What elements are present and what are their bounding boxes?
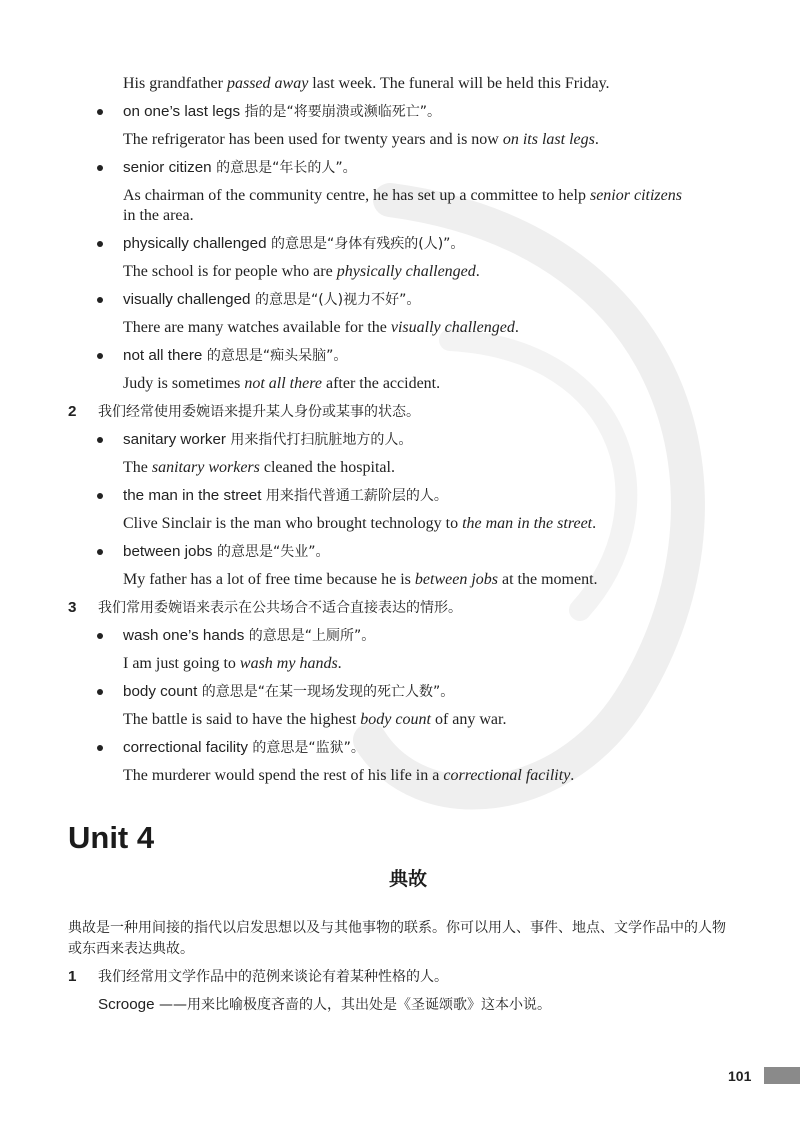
text-segment: There are many watches available for the (123, 319, 391, 336)
text-segment: in the area. (123, 207, 194, 224)
text-segment: physically challenged (123, 235, 267, 252)
bullet-dot-icon (97, 493, 103, 499)
example-sentence (123, 514, 748, 534)
numbered-item-3 (68, 598, 748, 618)
bullet-item (123, 430, 748, 450)
text-segment: 指的是“将要崩溃或濒临死亡”。 (240, 104, 442, 120)
bullet-dot-icon (97, 745, 103, 751)
text-segment: . (594, 131, 599, 148)
unit-heading: Unit 4 (68, 820, 155, 855)
item-text: 我们经常用文学作品中的范例来谈论有着某种性格的人。 (98, 969, 448, 985)
text-segment: between jobs (123, 543, 213, 560)
euphemism-highlight: body count (360, 711, 431, 728)
example-sentence (123, 74, 748, 94)
example-sentence (123, 710, 748, 730)
text-segment: senior citizen (123, 159, 212, 176)
bullet-dot-icon (97, 241, 103, 247)
example-sentence (123, 766, 748, 786)
item-number: 2 (68, 403, 77, 420)
bullet-item (123, 486, 748, 506)
euphemism-highlight: wash my hands (239, 655, 338, 672)
numbered-item-2 (68, 402, 748, 422)
scrooge-definition: ——用来比喻极度吝啬的人，其出处是《圣诞颂歌》这本小说。 (154, 997, 552, 1013)
text-segment: 我们常用委婉语来表示在公共场合不适合直接表达的情形。 (98, 600, 462, 616)
text-segment: wash one’s hands (123, 627, 245, 644)
euphemism-highlight: the man in the street (462, 515, 593, 532)
example-sentence (123, 318, 748, 338)
euphemism-highlight: not all there (244, 375, 322, 392)
text-segment: visually challenged (123, 291, 251, 308)
text-segment: not all there (123, 347, 203, 364)
text-segment: The murderer would spend the rest of his life in a (123, 767, 444, 784)
bullet-item (123, 738, 748, 758)
text-segment: 的意思是“身体有残疾的(人)”。 (266, 236, 465, 252)
euphemism-list (68, 74, 748, 786)
text-segment: correctional facility (123, 739, 248, 756)
text-segment: body count (123, 683, 198, 700)
text-segment: sanitary worker (123, 431, 226, 448)
euphemism-highlight: sanitary workers (151, 459, 260, 476)
numbered-item-1 (68, 967, 748, 987)
text-segment: As chairman of the community centre, he has set up a committee to help (123, 187, 590, 204)
bullet-dot-icon (97, 549, 103, 555)
text-segment: at the moment. (497, 571, 598, 588)
euphemism-highlight: correctional facility (443, 767, 571, 784)
bullet-item (123, 626, 748, 646)
item-number: 3 (68, 599, 77, 616)
example-sentence (123, 130, 748, 150)
bullet-dot-icon (97, 437, 103, 443)
text-segment: I am just going to (123, 655, 240, 672)
euphemism-highlight: visually challenged (390, 319, 515, 336)
euphemism-highlight: on its last legs (502, 131, 595, 148)
scrooge-term: Scrooge (98, 996, 155, 1013)
bullet-item (123, 290, 748, 310)
euphemism-highlight: passed away (226, 75, 309, 92)
text-segment: on one’s last legs (123, 103, 241, 120)
example-sentence (123, 374, 748, 394)
bullet-dot-icon (97, 633, 103, 639)
text-segment: 用来指代普通工薪阶层的人。 (261, 488, 448, 504)
text-segment: after the accident. (321, 375, 441, 392)
bullet-item (123, 102, 748, 122)
bullet-item (123, 346, 748, 366)
text-segment: . (514, 319, 519, 336)
text-segment: Judy is sometimes (123, 375, 245, 392)
text-segment: The refrigerator has been used for twenty years and is now (123, 131, 503, 148)
scrooge-entry (98, 995, 748, 1015)
text-segment: The (123, 459, 152, 476)
text-segment: . (475, 263, 480, 280)
example-sentence (123, 262, 748, 282)
text-segment: The school is for people who are (123, 263, 337, 280)
text-segment: His grandfather (123, 75, 227, 92)
bullet-dot-icon (97, 353, 103, 359)
section-title: 典故 (388, 868, 427, 890)
text-segment: 的意思是“失业”。 (212, 544, 330, 560)
page-content (68, 74, 748, 1015)
text-segment: 的意思是“痴头呆脑”。 (202, 348, 348, 364)
text-segment: The battle is said to have the highest (123, 711, 361, 728)
text-segment: 的意思是“上厕所”。 (244, 628, 376, 644)
bullet-dot-icon (97, 689, 103, 695)
example-sentence (123, 654, 748, 674)
bullet-dot-icon (97, 109, 103, 115)
text-segment: Clive Sinclair is the man who brought technology to (123, 515, 463, 532)
bullet-item (123, 234, 748, 254)
example-sentence (123, 186, 693, 226)
example-sentence (123, 458, 748, 478)
text-segment: 的意思是“在某一现场发现的死亡人数”。 (197, 684, 455, 700)
text-segment: 的意思是“年长的人”。 (211, 160, 357, 176)
euphemism-highlight: between jobs (414, 571, 498, 588)
text-segment: . (592, 515, 597, 532)
bullet-item (123, 158, 748, 178)
item-number: 1 (68, 968, 77, 985)
intro-paragraph: 典故是一种用间接的指代以启发思想以及与其他事物的联系。你可以用人、事件、地点、文学作品中的人物或东西来表达典故。 (68, 919, 726, 956)
text-segment: 的意思是“(人)视力不好”。 (250, 292, 421, 308)
text-segment: . (570, 767, 575, 784)
example-sentence (123, 570, 748, 590)
text-segment: of any war. (430, 711, 507, 728)
euphemism-highlight: senior citizens (589, 187, 682, 204)
text-segment: 用来指代打扫肮脏地方的人。 (225, 432, 413, 448)
bullet-dot-icon (97, 297, 103, 303)
page-number-bar (764, 1067, 800, 1084)
euphemism-highlight: physically challenged (336, 263, 476, 280)
text-segment: cleaned the hospital. (259, 459, 395, 476)
bullet-item (123, 682, 748, 702)
text-segment: last week. The funeral will be held this Friday. (308, 75, 610, 92)
text-segment: . (337, 655, 342, 672)
text-segment: 的意思是“监狱”。 (247, 740, 365, 756)
text-segment: My father has a lot of free time because he is (123, 571, 415, 588)
bullet-item (123, 542, 748, 562)
text-segment: 我们经常使用委婉语来提升某人身份或某事的状态。 (98, 404, 420, 420)
bullet-dot-icon (97, 165, 103, 171)
page-number: 101 (728, 1068, 752, 1084)
text-segment: the man in the street (123, 487, 262, 504)
